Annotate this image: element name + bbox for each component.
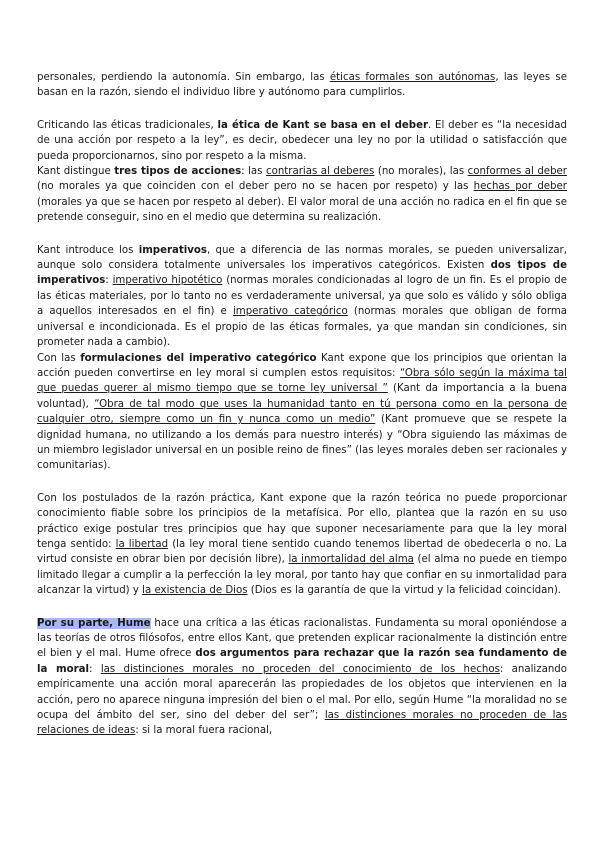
- underlined-term: contrarias al deberes: [266, 166, 375, 178]
- underlined-term: las distinciones morales no proceden de las relaciones de ideas: [37, 710, 567, 737]
- text: hace una crítica a las éticas racionalistas. Fundamenta su moral oponiéndose a las teorías de otros filósofos, entre ellos Kant, que pretenden explicar racionalmente la distinción entre el bien y el mal. Hume ofrece: [37, 617, 567, 660]
- text: (Dios es la garantía de que la virtud y la felicidad coincidan).: [247, 585, 562, 597]
- underlined-term: imperativo categórico: [232, 306, 348, 318]
- underlined-term: imperativo hipotético: [112, 275, 223, 287]
- bold-term: dos tipos de imperativos: [37, 260, 567, 287]
- text: (normas morales que obligan de forma universal e incondicionada. Es el propio de las éticas formales, ya que mandan sin condiciones, sin prometer nada a cambio).: [37, 306, 567, 349]
- underlined-term: la existencia de Dios: [142, 585, 248, 597]
- underlined-term: las distinciones morales no proceden del conocimiento de los hechos: [100, 663, 500, 675]
- text: (la ley moral tiene sentido cuando tenemos libertad de obedecerla o no. La virtud consiste en obrar bien por decisión libre),: [37, 538, 567, 566]
- text: Kant expone que los principios que orientan la acción pueden convertirse en ley moral si cumplen estos requisitos:: [37, 352, 567, 379]
- text: (Kant da importancia a la buena voluntad),: [37, 383, 567, 410]
- underlined-term: la inmortalidad del alma: [288, 554, 414, 566]
- paragraph-action-types: [37, 164, 567, 226]
- document-page: [37, 70, 567, 739]
- underlined-quote: “Obra sólo según la máxima tal que puedas querer al mismo tiempo que se torne ley universal ”: [37, 367, 567, 395]
- paragraph-autonomy: [37, 70, 567, 101]
- text: (normas morales condicionadas al logro de un fin. Es el propio de las éticas materiales, por lo tanto no es verdaderamente universal, ya que solo es válido y sólo obliga a aquellos interesados en el fin) e: [37, 275, 567, 318]
- text: . El deber es “la necesidad de una acción por respeto a la ley”, es decir, obedecer una ley no por la utilidad o satisfacción que pueda proporcionarnos, sino por respeto a la misma.: [37, 119, 567, 162]
- underlined-term: hechas por deber: [473, 181, 567, 193]
- text: (no morales), las: [374, 166, 468, 178]
- text: : analizando empíricamente una acción moral aparecerán las propiedades de los objetos que intervienen en la acción, pero no aparece ninguna impresión del bien o el mal. Por ello, según Hume “la moralidad no se ocupa del ámbito del ser, sino del deber del ser”;: [37, 663, 568, 722]
- bold-term: la ética de Kant se basa en el deber: [217, 119, 429, 131]
- paragraph-hume: [37, 616, 567, 739]
- text: : las: [241, 166, 266, 178]
- text: (no morales ya que coinciden con el deber pero no se hacen por respeto) y las: [37, 181, 474, 193]
- text: Con las: [37, 352, 81, 364]
- highlighted-text: Por su parte, Hume: [37, 617, 151, 629]
- text: , que a diferencia de las normas morales, se pueden universalizar, aunque solo considera totalmente universales los imperativos categóricos. Existen: [37, 244, 567, 272]
- text: , las leyes se basan en la razón, siendo el individuo libre y autónomo para cumplirlos.: [37, 72, 567, 99]
- text: Kant introduce los: [37, 244, 139, 256]
- bold-term: formulaciones del imperativo categórico: [80, 352, 317, 364]
- underlined-term: conformes al deber: [467, 166, 567, 178]
- underlined-quote: “Obra de tal modo que uses la humanidad tanto en tú persona como en la persona de cualquier otro, siempre como un fin y nunca como un medio”: [37, 398, 567, 426]
- text: (morales ya que se hacen por respeto al deber). El valor moral de una acción no radica en el fin que se pretende conseguir, sino en el medio que determina su realización.: [37, 196, 567, 224]
- underlined-term: éticas formales son autónomas: [329, 72, 496, 83]
- text: : si la moral fuera racional,: [135, 725, 273, 737]
- text: personales, perdiendo la autonomía. Sin embargo, las: [37, 72, 330, 83]
- paragraph-imperatives: [37, 243, 567, 351]
- text: Kant distingue: [37, 166, 115, 178]
- bold-term: tres tipos de acciones: [114, 166, 242, 178]
- text: (el alma no puede en tiempo limitado llegar a cumplir a la perfección la ley moral, por tanto hay que confiar en su inmortalidad para alcanzar la virtud) y: [37, 554, 567, 597]
- underlined-term: la libertad: [115, 538, 169, 550]
- text: Criticando las éticas tradicionales,: [37, 119, 218, 131]
- paragraph-formulations: [37, 351, 567, 474]
- text: (Kant promueve que se respete la dignidad humana, no utilizando a los demás para nuestro interés) y “Obra siguiendo las máximas de un miembro legislador universal en un posible reino de fines” (las leyes morales deben ser racionales y comunitarias).: [37, 414, 567, 472]
- text: :: [105, 275, 113, 287]
- paragraph-kant-duty: [37, 118, 567, 164]
- text: Con los postulados de la razón práctica, Kant expone que la razón teórica no puede proporcionar conocimiento fiable sobre los principios de la metafísica. Por ello, plantea que la razón en su uso práctico exige postular tres principios que hay que suponer necesariamente para que la ley moral tenga sentido:: [37, 492, 567, 550]
- bold-term: dos argumentos para rechazar que la razón sea fundamento de la moral: [37, 648, 567, 675]
- text: :: [89, 663, 101, 675]
- bold-term: imperativos: [138, 244, 207, 256]
- paragraph-postulates: [37, 491, 567, 599]
